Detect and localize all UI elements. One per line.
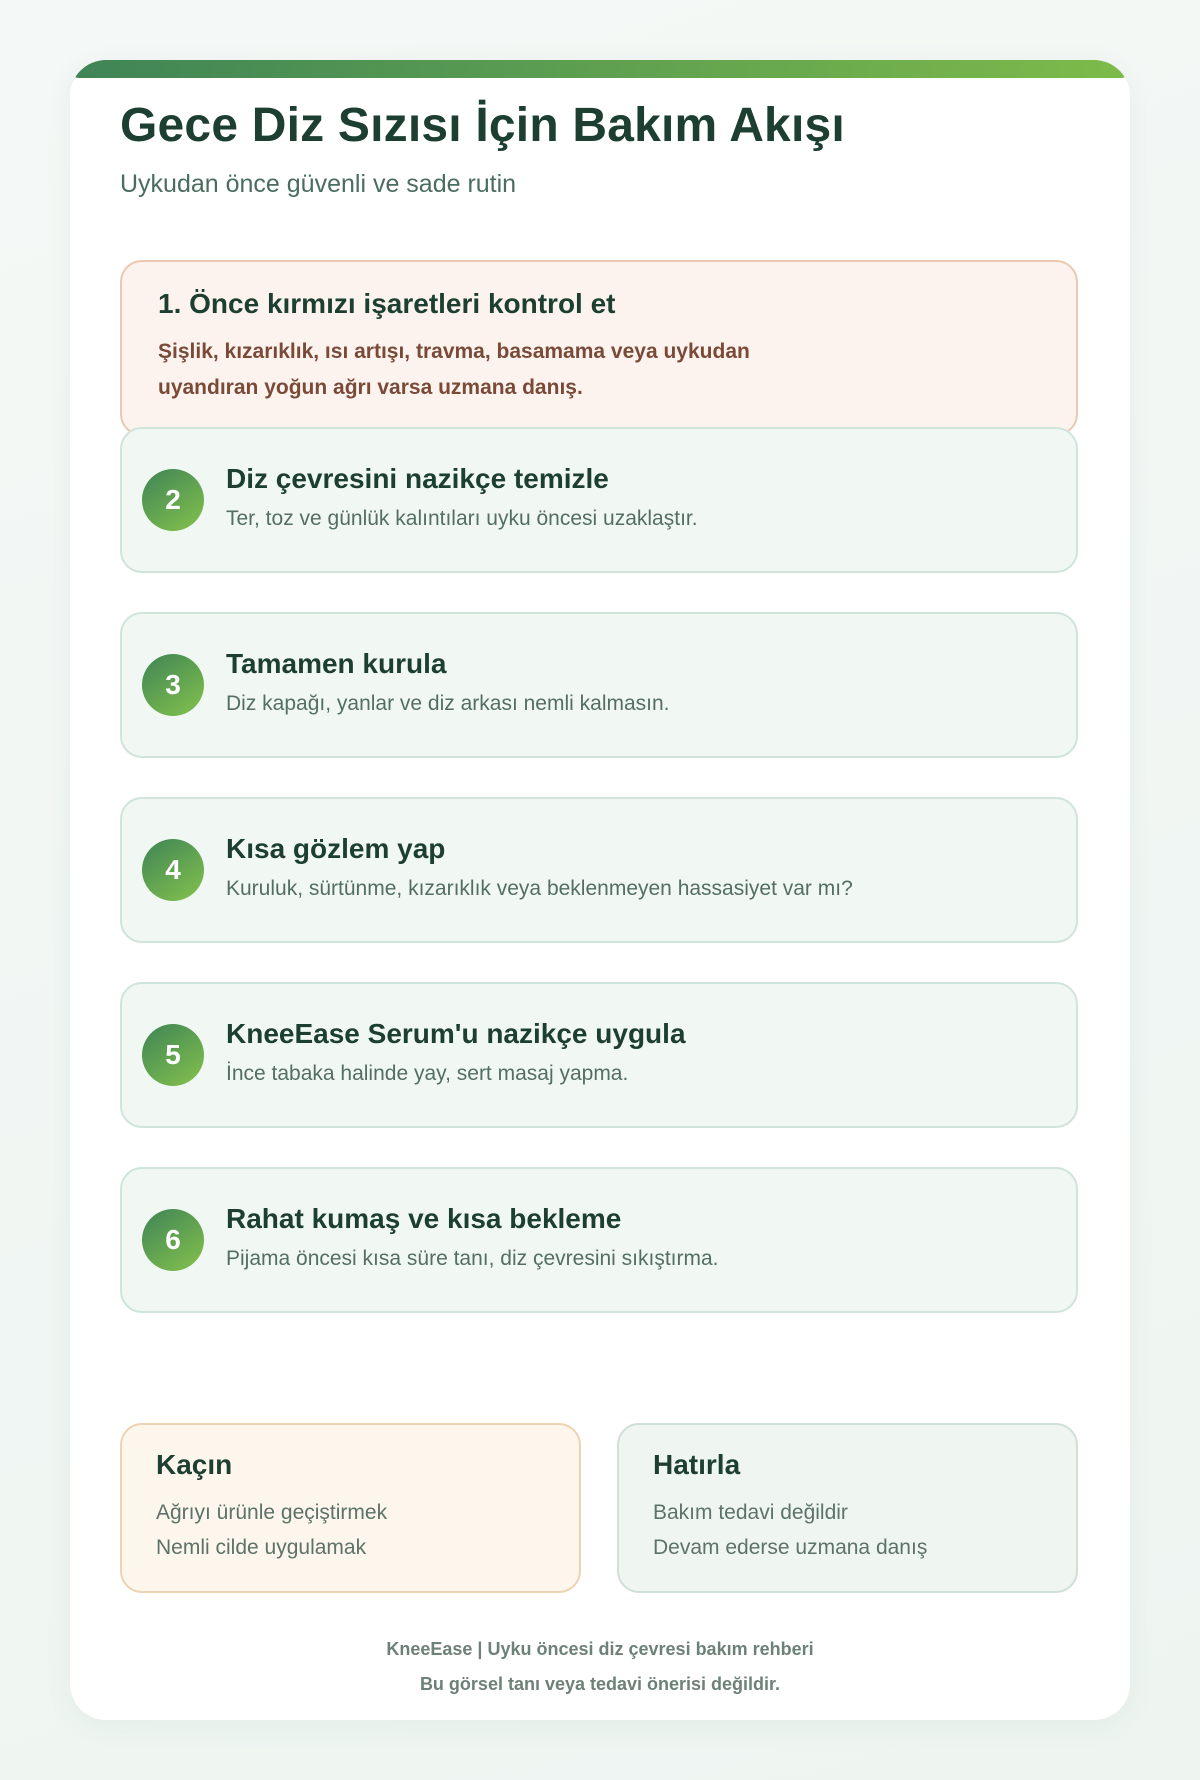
red-flags-warning — [120, 260, 1078, 436]
step-card-clean — [120, 427, 1078, 573]
warning-title: 1. Önce kırmızı işaretleri kontrol et — [158, 288, 616, 319]
avoid-title: Kaçın — [156, 1449, 233, 1480]
warning-text: Şişlik, kızarıklık, ısı artışı, travma, basamama veya uykudan uyandıran yoğun ağrı varsa uzmana danış. — [158, 340, 750, 399]
footer — [70, 1632, 1130, 1702]
step-description: Ter, toz ve günlük kalıntıları uyku öncesi uzaklaştır. — [226, 507, 698, 530]
page-title: Gece Diz Sızısı İçin Bakım Akışı — [120, 99, 845, 152]
step-title: Tamamen kurula — [226, 648, 447, 679]
footer-disclaimer: Bu görsel tanı veya tedavi önerisi değildir. — [419, 1674, 781, 1694]
step-number-badge: 5 — [142, 1024, 204, 1086]
avoid-item: Ağrıyı ürünle geçiştirmek — [156, 1501, 388, 1524]
remember-item: Bakım tedavi değildir — [653, 1501, 848, 1524]
step-number-badge: 2 — [142, 469, 204, 531]
remember-box — [617, 1423, 1078, 1593]
step-number-badge: 3 — [142, 654, 204, 716]
step-title: KneeEase Serum'u nazikçe uygula — [226, 1018, 686, 1049]
accent-bar — [70, 60, 1130, 78]
step-description: Diz kapağı, yanlar ve diz arkası nemli kalmasın. — [226, 692, 670, 715]
remember-title: Hatırla — [653, 1449, 741, 1480]
guide-card — [70, 60, 1130, 1720]
step-card-observe — [120, 797, 1078, 943]
step-title: Diz çevresini nazikçe temizle — [226, 463, 609, 494]
step-card-apply-serum — [120, 982, 1078, 1128]
remember-item: Devam ederse uzmana danış — [653, 1536, 928, 1559]
step-card-dry — [120, 612, 1078, 758]
page-subtitle: Uykudan önce güvenli ve sade rutin — [120, 170, 517, 198]
step-card-rest — [120, 1167, 1078, 1313]
step-description: Pijama öncesi kısa süre tanı, diz çevresini sıkıştırma. — [226, 1247, 719, 1270]
step-number-badge: 4 — [142, 839, 204, 901]
avoid-box — [120, 1423, 581, 1593]
step-title: Kısa gözlem yap — [226, 833, 446, 864]
avoid-item: Nemli cilde uygulamak — [156, 1536, 367, 1559]
step-description: Kuruluk, sürtünme, kızarıklık veya beklenmeyen hassasiyet var mı? — [226, 877, 853, 900]
step-number-badge: 6 — [142, 1209, 204, 1271]
step-title: Rahat kumaş ve kısa bekleme — [226, 1203, 622, 1234]
step-description: İnce tabaka halinde yay, sert masaj yapma. — [226, 1062, 629, 1085]
footer-brand-line: KneeEase | Uyku öncesi diz çevresi bakım rehberi — [386, 1639, 814, 1659]
